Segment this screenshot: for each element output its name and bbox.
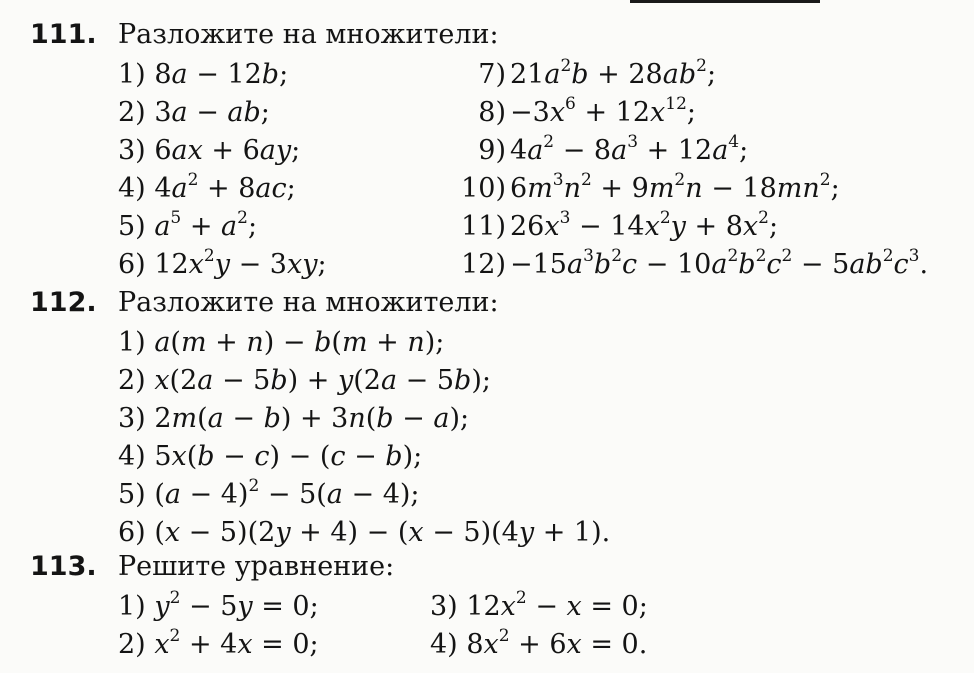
item-label: 2) xyxy=(118,365,146,396)
math-expression: $y^2 - 5y = 0$; xyxy=(154,588,319,622)
item-label: 4) xyxy=(430,629,458,660)
problem-113 xyxy=(0,548,974,664)
math-expression: $4a^2 - 8a^3 + 12a^4$; xyxy=(510,132,749,166)
exercise-row xyxy=(0,588,974,626)
exercise-item xyxy=(118,132,300,170)
math-expression: (x − 5)(2y + 4) − (x − 5)(4y + 1). xyxy=(154,517,611,548)
item-label: 2) xyxy=(118,97,146,128)
exercise-item xyxy=(430,626,647,664)
math-expression: $x^2 + 4x = 0$; xyxy=(154,626,319,660)
math-expression: a(m + n) − b(m + n); xyxy=(154,327,445,358)
item-label: 12) xyxy=(461,249,506,280)
exercise-item xyxy=(450,56,716,94)
problem-number: 113. xyxy=(30,551,97,582)
math-expression: 8a − 12b; xyxy=(154,59,289,90)
exercise-item xyxy=(450,132,748,170)
math-expression: $12x^2y - 3xy$; xyxy=(154,246,327,280)
item-label: 5) xyxy=(118,211,146,242)
item-label: 6) xyxy=(118,249,146,280)
exercise-row xyxy=(0,132,974,170)
math-expression: $12x^2 - x = 0$; xyxy=(466,588,648,622)
exercise-row xyxy=(0,438,974,476)
item-label: 1) xyxy=(118,327,146,358)
item-label: 8) xyxy=(478,97,506,128)
math-expression: $-15a^3b^2c - 10a^2b^2c^2 - 5ab^2c^3$. xyxy=(510,246,929,280)
exercise-item xyxy=(450,246,928,284)
exercise-row xyxy=(0,626,974,664)
exercise-item xyxy=(118,94,270,132)
item-label: 4) xyxy=(118,441,146,472)
math-expression: $-3x^6 + 12x^{12}$; xyxy=(510,94,697,128)
exercise-item xyxy=(118,626,319,664)
exercise-item xyxy=(118,588,319,626)
exercise-row xyxy=(0,246,974,284)
problem-number: 112. xyxy=(30,287,97,318)
item-label: 1) xyxy=(118,59,146,90)
problem-title: Разложите на множители: xyxy=(118,287,499,318)
item-label: 1) xyxy=(118,591,146,622)
exercise-item xyxy=(118,324,444,362)
exercise-item xyxy=(430,588,648,626)
exercise-item xyxy=(118,208,257,246)
math-expression: $4a^2 + 8ac$; xyxy=(154,170,296,204)
header-rule xyxy=(630,0,820,3)
exercise-item xyxy=(450,208,778,246)
problem-header xyxy=(0,548,974,588)
exercise-row xyxy=(0,170,974,208)
math-expression: $a^5 + a^2$; xyxy=(154,208,258,242)
exercise-row xyxy=(0,514,974,552)
exercise-item xyxy=(450,94,696,132)
item-label: 9) xyxy=(478,135,506,166)
exercise-item xyxy=(118,514,610,552)
math-expression: $6m^3n^2 + 9m^2n - 18mn^2$; xyxy=(510,170,840,204)
exercise-item xyxy=(118,476,420,514)
item-label: 4) xyxy=(118,173,146,204)
problem-number: 111. xyxy=(30,19,97,50)
item-label: 3) xyxy=(118,135,146,166)
exercise-row xyxy=(0,476,974,514)
exercise-row xyxy=(0,400,974,438)
exercise-row xyxy=(0,56,974,94)
problem-header xyxy=(0,284,974,324)
item-label: 6) xyxy=(118,517,146,548)
problem-title: Решите уравнение: xyxy=(118,551,395,582)
item-label: 10) xyxy=(461,173,506,204)
problem-title: Разложите на множители: xyxy=(118,19,499,50)
problem-header xyxy=(0,16,974,56)
math-expression: $8x^2 + 6x = 0$. xyxy=(466,626,648,660)
exercise-item xyxy=(118,56,288,94)
exercise-row xyxy=(0,324,974,362)
math-expression: x(2a − 5b) + y(2a − 5b); xyxy=(154,365,491,396)
math-expression: 5x(b − c) − (c − b); xyxy=(154,441,423,472)
math-expression: $26x^3 - 14x^2y + 8x^2$; xyxy=(510,208,779,242)
math-expression: $(a - 4)^2 - 5(a - 4)$; xyxy=(154,476,420,510)
math-expression: 3a − ab; xyxy=(154,97,270,128)
math-expression: $21a^2b + 28ab^2$; xyxy=(510,56,717,90)
math-expression: 2m(a − b) + 3n(b − a); xyxy=(154,403,470,434)
exercise-row xyxy=(0,208,974,246)
item-label: 5) xyxy=(118,479,146,510)
problem-112 xyxy=(0,284,974,552)
item-label: 7) xyxy=(478,59,506,90)
math-expression: 6ax + 6ay; xyxy=(154,135,301,166)
item-label: 2) xyxy=(118,629,146,660)
exercise-item xyxy=(450,170,840,208)
exercise-item xyxy=(118,438,422,476)
item-label: 11) xyxy=(461,211,506,242)
exercise-row xyxy=(0,94,974,132)
item-label: 3) xyxy=(430,591,458,622)
item-label: 3) xyxy=(118,403,146,434)
exercise-item xyxy=(118,170,296,208)
problem-111 xyxy=(0,16,974,284)
exercise-item xyxy=(118,400,469,438)
exercise-item xyxy=(118,246,327,284)
exercise-row xyxy=(0,362,974,400)
exercise-item xyxy=(118,362,491,400)
